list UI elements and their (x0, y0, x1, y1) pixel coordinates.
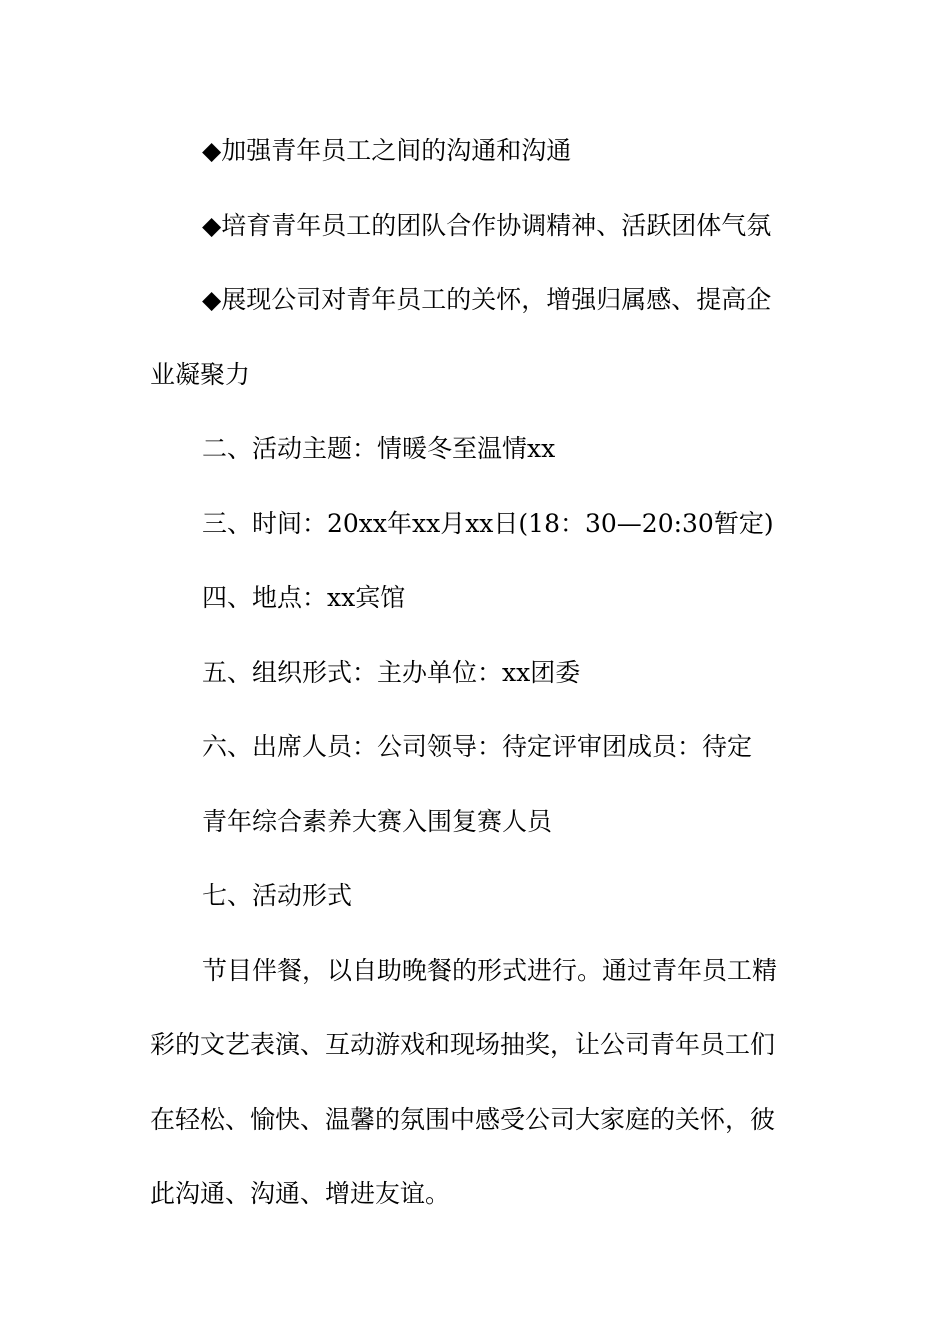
section-format-body: 节目伴餐，以自助晚餐的形式进行。通过青年员工精彩的文艺表演、互动游戏和现场抽奖，让公司青年员工们在轻松、愉快、温馨的氛围中感受公司大家庭的关怀，彼此沟通、沟通、增进友谊。 (150, 955, 778, 1208)
section-attendees: 六、出席人员：公司领导：待定评审团成员：待定 (202, 732, 753, 761)
attendees-contestants: 青年综合素养大赛入围复赛人员 (202, 806, 553, 836)
document-page (150, 114, 790, 1232)
bullet-care: ◆展现公司对青年员工的关怀，增强归属感、提高企业凝聚力 (150, 285, 772, 389)
section-location: 四、地点：xx宾馆 (202, 583, 406, 612)
bullet-communication: ◆加强青年员工之间的沟通和沟通 (202, 136, 572, 165)
section-theme: 二、活动主题：情暖冬至温情xx (202, 434, 556, 463)
section-organization: 五、组织形式：主办单位：xx团委 (202, 657, 581, 687)
section-format-heading: 七、活动形式 (202, 881, 353, 910)
bullet-teamwork: ◆培育青年员工的团队合作协调精神、活跃团体气氛 (202, 210, 772, 240)
section-time: 三、时间：20xx年xx月xx日(18：30—20:30暂定) (202, 508, 774, 538)
